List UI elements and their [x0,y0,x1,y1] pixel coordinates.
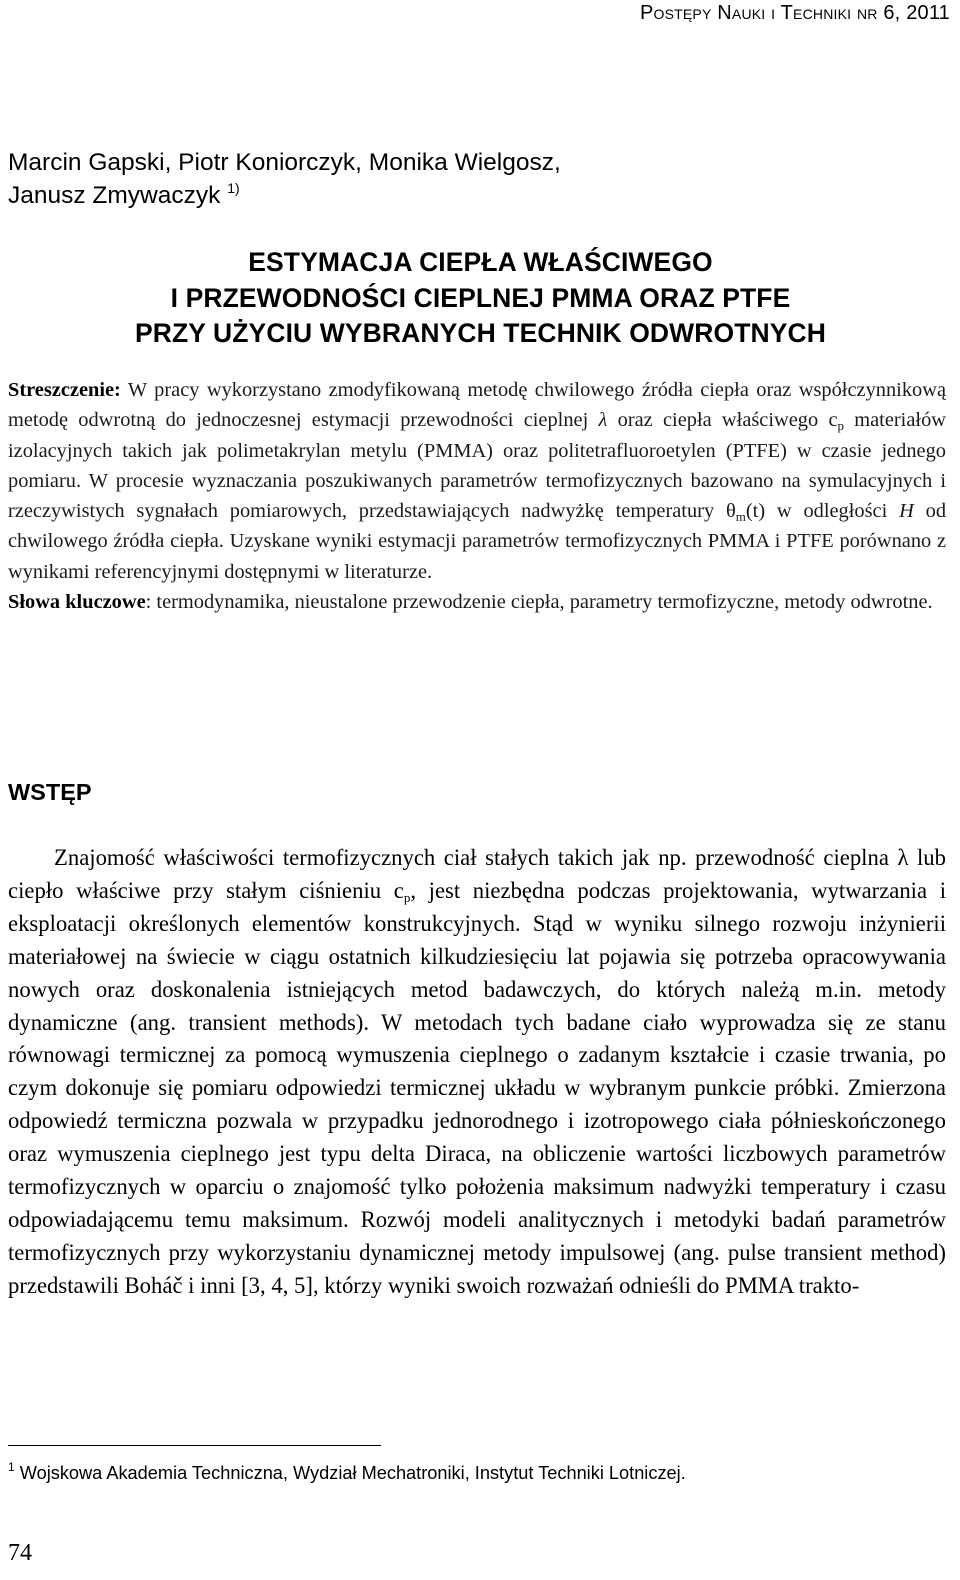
lambda-symbol: λ [598,409,608,432]
subscript-p: p [403,889,411,905]
abstract-label: Streszczenie: [8,379,121,401]
keywords-paragraph [8,587,946,617]
author-line-2 [8,179,908,212]
abstract-text: od chwilowego źródła ciepła. Uzyskane wyniki estymacji parametrów termofizycznych PMMA i PTFE porównano z wynikami referencyjnymi dostępnymi w literaturze. [8,500,947,583]
section-body [8,842,946,1303]
author-line-1: Marcin Gapski, Piotr Koniorczyk, Monika Wielgosz, [8,149,561,176]
body-text: Znajomość właściwości termofizycznych ciał stałych takich jak np. przewodność cieplna λ lub ciepło właściwe przy stałym ciśnieniu c [8,845,946,903]
journal-name: Postępy Nauki i Techniki nr 6, 2011 [639,2,950,24]
keywords-label: Słowa kluczowe [8,591,146,614]
page-number: 74 [8,1540,32,1566]
title-line-1: ESTYMACJA CIEPŁA WŁAŚCIWEGO [248,247,713,277]
footnote-text: Wojskowa Akademia Techniczna, Wydział Mechatroniki, Instytut Techniki Lotniczej. [14,1463,686,1483]
footnote-divider [8,1445,381,1446]
section-heading: WSTĘP [8,779,92,805]
title-line-3: PRZY UŻYCIU WYBRANYCH TECHNIK ODWROTNYCH [134,318,827,348]
subscript-p: p [837,418,844,434]
abstract-text: W pracy wykorzystano zmodyfikowaną metodę chwilowego źródła ciepła oraz współczynnikową metodę odwrotną do jednoczesnej estymacji przewodności cieplnej [8,379,946,432]
body-text: , jest niezbędna podczas projektowania, wytwarzania i eksploatacji określonych elementów konstrukcyjnych. Stąd w wyniku silnego rozwoju inżynierii materiałowej na świecie w ciągu ostatnich kilkudziesięciu lat pojawia się potrzeba opracowywania nowych oraz doskonalenia istniejących metod badawczych, do których należą m.in. metody dynamiczne (ang. transient methods). W metodach tych badane ciało wyprowadza się ze stanu równowagi termicznej za pomocą wymuszenia cieplnego o zadanym kształcie i czasie trwania, po czym dokonuje się pomiaru odpowiedzi termicznej układu w wybranym punkcie próbki. Zmierzona odpowiedź termiczna pozwala w przypadku jednorodnego i izotropowego ciała półnieskończonego oraz wymuszenia cieplnego jest typu delta Diraca, na obliczenie wartości liczbowych parametrów termofizycznych w oparciu o znajomość tylko położenia maksimum nadwyżki temperatury i czasu odpowiadającemu temu maksimum. Rozwój modeli analitycznych i metodyki badań parametrów termofizycznych przy wykorzystaniu dynamicznej metody impulsowej (ang. pulse transient method) przedstawili Boháč i inni [3, 4, 5], którzy wyniki swoich rozważań odnieśli do PMMA trakto- [8,877,947,1298]
affiliation-mark: 1) [227,180,240,196]
running-header [350,0,950,26]
abstract-text: oraz ciepła właściwego c [607,409,838,432]
h-symbol: H [899,500,914,523]
body-paragraph [8,842,946,1303]
footnote-mark: 1 [8,1460,15,1474]
abstract-paragraph [8,375,946,587]
subscript-m: m [735,509,746,525]
abstract-text: materiałów izolacyjnych takich jak polimetakrylan metylu (PMMA) oraz politetrafluoroetylen (PTFE) w czasie jednego pomiaru. W procesie wyznaczania poszukiwanych parametrów termofizycznych bazowano na symulacyjnych i rzeczywistych sygnałach pomiarowych, przedstawiających nadwyżkę temperatury θ [8,409,946,523]
abstract-text: (t) w odległości [745,500,900,523]
author-name: Janusz Zmywaczyk [8,182,228,209]
abstract [8,375,946,617]
title-line-2: I PRZEWODNOŚCI CIEPLNEJ PMMA ORAZ PTFE [170,282,791,313]
author-list [8,146,908,212]
article-title [8,245,953,352]
footnote [8,1460,948,1486]
keywords-text: : termodynamika, nieustalone przewodzenie ciepła, parametry termofizyczne, metody odwrotne. [145,591,933,614]
